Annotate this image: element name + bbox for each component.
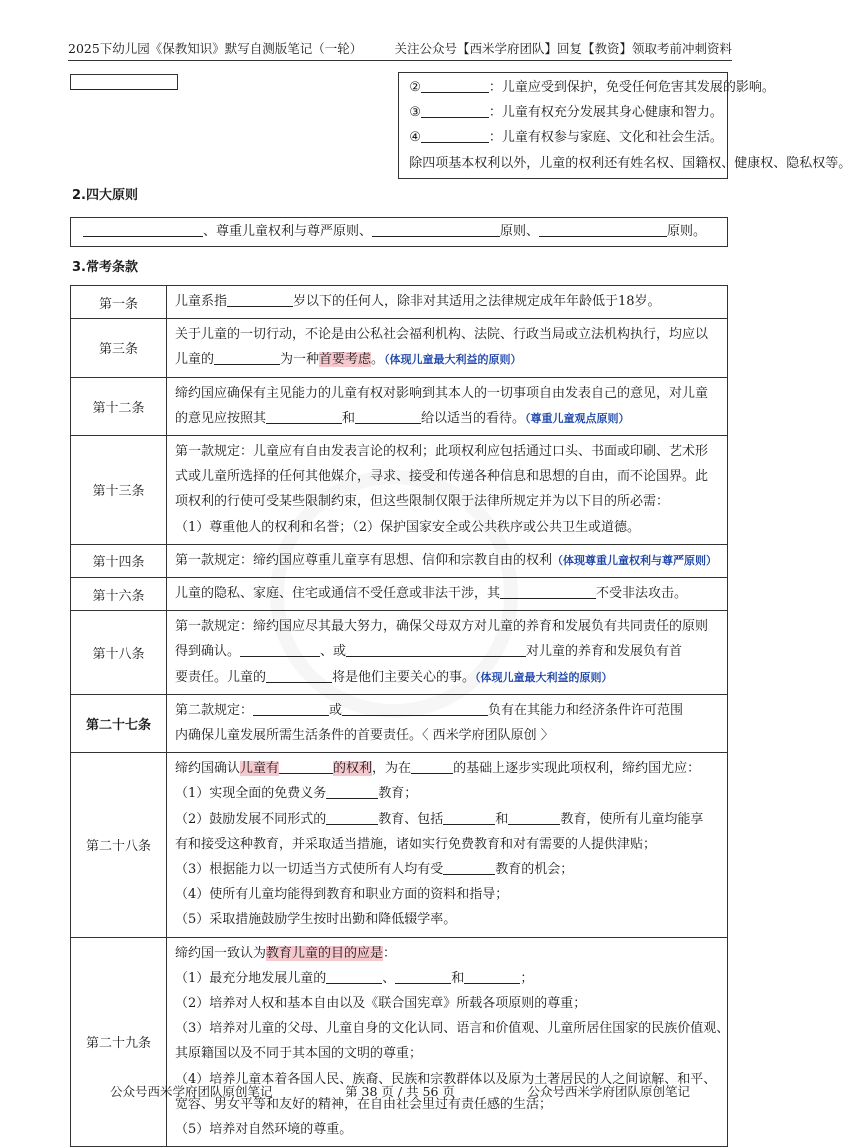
article-line: （3）培养对儿童的父母、儿童自身的文化认同、语言和价值观、儿童所居住国家的民族价值观、 <box>175 1021 730 1037</box>
rights-line-text: ：儿童应受到保护，免受任何危害其发展的影响。 <box>488 80 775 95</box>
fill-blank[interactable] <box>326 784 378 799</box>
article-label: 第一条 <box>71 286 167 319</box>
article-text: （2）鼓励发展不同形式的 <box>175 811 327 827</box>
article-text: （1）最充分地发展儿童的 <box>175 970 327 986</box>
article-text: 或 <box>329 702 343 718</box>
rights-table <box>70 72 851 179</box>
article-body <box>167 611 728 695</box>
principles-text-2: 原则、 <box>500 224 540 239</box>
fill-blank[interactable] <box>240 642 320 657</box>
fill-blank[interactable] <box>266 668 332 683</box>
article-text: 教育； <box>378 786 418 802</box>
article-text: 、 <box>382 970 396 986</box>
fill-blank[interactable] <box>443 860 495 875</box>
fill-blank[interactable] <box>411 759 453 774</box>
article-text: 的意见应按照其 <box>175 410 267 426</box>
page-number: 第 38 页 / 共 56 页 <box>345 1084 455 1099</box>
table-row <box>71 436 728 545</box>
principle-note: （体现尊重儿童权利与尊严原则） <box>552 553 718 567</box>
highlight-text: 首要考虑 <box>319 352 372 368</box>
article-body <box>167 436 728 545</box>
article-line <box>175 406 719 431</box>
article-text: 缔约国确认 <box>175 761 241 777</box>
section-title-articles: 3.常考条款 <box>72 260 138 275</box>
articles-table <box>70 285 728 1147</box>
article-text: （3）根据能力以一切适当方式使所有人均有受 <box>175 862 444 878</box>
principle-note: （体现儿童最大利益的原则） <box>384 353 522 367</box>
table-row <box>71 694 728 752</box>
article-line: 内确保儿童发展所需生活条件的首要责任。〈 西米学府团队原创 〉 <box>175 728 554 744</box>
fill-blank[interactable] <box>395 969 451 984</box>
fill-blank[interactable] <box>508 810 560 825</box>
table-row <box>71 611 728 695</box>
footer-left-credit: 公众号西米学府团队原创笔记 <box>110 1084 273 1099</box>
article-line <box>175 665 719 690</box>
header-right-notice: 关注公众号【西米学府团队】回复【教资】领取考前冲刺资料 <box>394 41 732 56</box>
header-left-title: 2025下幼儿园《保教知识》默写自测版笔记（一轮） <box>68 41 363 56</box>
article-text: 给以适当的看待。 <box>421 410 526 426</box>
principles-text-1: 、尊重儿童权利与尊严原则、 <box>203 224 373 239</box>
fill-blank[interactable] <box>421 78 489 93</box>
fill-blank[interactable] <box>421 128 489 143</box>
article-text: ： <box>383 945 397 961</box>
rights-line-prefix: ③ <box>409 105 421 121</box>
principle-note: （体现儿童最大利益的原则） <box>475 670 613 684</box>
fill-blank[interactable] <box>342 701 488 716</box>
rights-line <box>409 75 775 100</box>
article-line <box>175 639 719 664</box>
article-body <box>167 319 728 377</box>
footer-right-credit: 公众号西米学府团队原创笔记 <box>527 1084 690 1099</box>
rights-line-prefix: ④ <box>409 130 421 146</box>
table-row <box>71 578 728 611</box>
table-row <box>71 286 728 319</box>
article-label: 第二十七条 <box>71 694 167 752</box>
section-title-principles: 2.四大原则 <box>72 188 138 203</box>
rights-line-text: ：儿童有权充分发展其身心健康和智力。 <box>488 105 723 121</box>
fill-blank[interactable] <box>464 969 520 984</box>
article-label: 第十六条 <box>71 578 167 611</box>
article-body <box>167 937 728 1147</box>
article-label: 第三条 <box>71 319 167 377</box>
article-label: 第十四条 <box>71 544 167 577</box>
article-text: 和 <box>451 970 465 986</box>
rights-line <box>409 100 723 125</box>
fill-blank[interactable] <box>253 701 329 716</box>
article-text: 不受非法攻击。 <box>596 586 688 602</box>
fill-blank[interactable] <box>266 409 342 424</box>
article-line: （1）尊重他人的权利和名誉；（2）保护国家安全或公共秩序或公共卫生或道德。 <box>175 519 641 535</box>
article-line: （4）培养儿童本着各国人民、族裔、民族和宗教群体以及原为土著居民的人之间谅解、和平、 <box>175 1071 717 1087</box>
article-text: ； <box>520 970 534 986</box>
fill-blank[interactable] <box>214 350 280 365</box>
article-line: 项权利的行使可受某些限制约束，但这些限制仅限于法律所规定并为以下目的所必需： <box>175 494 670 510</box>
article-label: 第二十八条 <box>71 753 167 937</box>
article-line <box>175 807 719 832</box>
article-line: 关于儿童的一切行动，不论是由公私社会福利机构、法院、行政当局或立法机构执行，均应以 <box>175 327 709 343</box>
table-row <box>71 753 728 937</box>
article-text: 对儿童的养育和发展负有首 <box>526 644 683 660</box>
article-line: 有和接受这种教育，并采取适当措施，诸如实行免费教育和对有需要的人提供津贴； <box>175 836 657 852</box>
article-line <box>175 756 719 781</box>
principle-note: （尊重儿童观点原则） <box>525 411 630 425</box>
article-text: 为一种 <box>280 352 320 368</box>
article-body <box>167 544 728 577</box>
fill-blank[interactable] <box>355 409 421 424</box>
rights-table-label-cell <box>70 74 178 90</box>
article-text: 负有在其能力和经济条件许可范围 <box>488 702 684 718</box>
article-text: 儿童的隐私、家庭、住宅或通信不受任意或非法干涉，其 <box>175 586 501 602</box>
fill-blank[interactable] <box>326 969 382 984</box>
table-row <box>71 319 728 377</box>
principles-box <box>70 217 728 247</box>
article-line: 其原籍国以及不同于其本国的文明的尊重； <box>175 1046 423 1062</box>
article-line <box>175 857 719 882</box>
article-text: 儿童的 <box>175 352 215 368</box>
rights-line-prefix: ② <box>409 80 421 95</box>
fill-blank[interactable] <box>443 810 495 825</box>
article-line: （5）培养对自然环境的尊重。 <box>175 1122 353 1138</box>
fill-blank[interactable] <box>227 292 293 307</box>
article-text: 岁以下的任何人，除非对其适用之法律规定成年年龄低于18岁。 <box>293 294 661 309</box>
article-label: 第二十九条 <box>71 937 167 1147</box>
fill-blank[interactable] <box>346 642 526 657</box>
article-line <box>175 698 719 723</box>
principles-text-3: 原则。 <box>667 224 707 239</box>
article-text: ，为在 <box>372 761 412 777</box>
article-text: 和 <box>495 811 509 827</box>
highlight-text: 教育儿童的目的应是 <box>266 945 384 961</box>
table-row <box>71 544 728 577</box>
rights-summary: 除四项基本权利以外，儿童的权利还有姓名权、国籍权、健康权、隐私权等。 <box>409 155 851 171</box>
article-line: （4）使所有儿童均能得到教育和职业方面的资料和指导； <box>175 887 509 903</box>
article-text: （1）实现全面的免费义务 <box>175 786 327 802</box>
article-line: 第一款规定：儿童应有自由发表言论的权利；此项权利应包括通过口头、书面或印刷、艺术形 <box>175 444 709 460</box>
article-line <box>175 781 719 806</box>
article-body <box>167 578 728 611</box>
page-header <box>68 38 732 61</box>
fill-blank[interactable] <box>83 222 203 237</box>
fill-blank[interactable] <box>421 103 489 118</box>
article-text: 将是他们主要关心的事。 <box>332 669 476 685</box>
article-text: 要责任。儿童的 <box>175 669 267 685</box>
rights-line-text: ：儿童有权参与家庭、文化和社会生活。 <box>488 130 723 146</box>
article-text: 教育，使所有儿童均能享 <box>560 811 704 827</box>
article-line: 宽容、男女平等和友好的精神，在自由社会里过有责任感的生活； <box>175 1096 553 1112</box>
article-line <box>175 966 719 991</box>
page-footer <box>110 1082 690 1102</box>
article-text: 和 <box>342 410 356 426</box>
article-text: 儿童系指 <box>175 294 228 309</box>
article-text: 教育、包括 <box>378 811 444 827</box>
article-line: （2）培养对人权和基本自由以及《联合国宪章》所载各项原则的尊重； <box>175 996 587 1012</box>
article-text: 第一款规定：缔约国应尊重儿童享有思想、信仰和宗教自由的权利 <box>175 552 553 568</box>
article-text: 。 <box>371 352 385 368</box>
article-text: 教育的机会； <box>495 862 574 878</box>
table-row <box>71 937 728 1147</box>
article-line <box>175 548 719 573</box>
article-line <box>175 289 719 314</box>
article-text: 的基础上逐步实现此项权利，缔约国尤应： <box>453 761 701 777</box>
fill-blank[interactable] <box>539 222 667 237</box>
article-body <box>167 694 728 752</box>
article-label: 第十八条 <box>71 611 167 695</box>
rights-table-content <box>399 73 851 179</box>
article-label: 第十二条 <box>71 377 167 435</box>
article-line <box>175 347 719 372</box>
highlight-text: 的权利 <box>333 761 373 777</box>
article-line: 第一款规定：缔约国应尽其最大努力，确保父母双方对儿童的养育和发展负有共同责任的原则 <box>175 619 709 635</box>
fill-blank[interactable] <box>500 584 596 599</box>
article-line: 式或儿童所选择的任何其他媒介，寻求、接受和传递各种信息和思想的自由，而不论国界。此 <box>175 469 709 485</box>
article-body <box>167 286 728 319</box>
article-body <box>167 377 728 435</box>
article-label: 第十三条 <box>71 436 167 545</box>
article-line: （5）采取措施鼓励学生按时出勤和降低辍学率。 <box>175 912 457 928</box>
article-body <box>167 753 728 937</box>
article-line: 缔约国应确保有主见能力的儿童有权对影响到其本人的一切事项自由发表自己的意见，对儿童 <box>175 385 709 401</box>
article-line <box>175 941 719 966</box>
article-text: 、或 <box>320 644 347 660</box>
highlight-text: 儿童有 <box>240 761 280 777</box>
rights-line <box>409 125 723 150</box>
article-text: 得到确认。 <box>175 644 241 660</box>
table-row <box>71 377 728 435</box>
article-text: 第二款规定： <box>175 702 254 718</box>
fill-blank[interactable] <box>326 810 378 825</box>
fill-blank[interactable] <box>279 759 333 774</box>
article-text: 缔约国一致认为 <box>175 945 267 961</box>
article-line <box>175 581 719 606</box>
fill-blank[interactable] <box>372 222 500 237</box>
